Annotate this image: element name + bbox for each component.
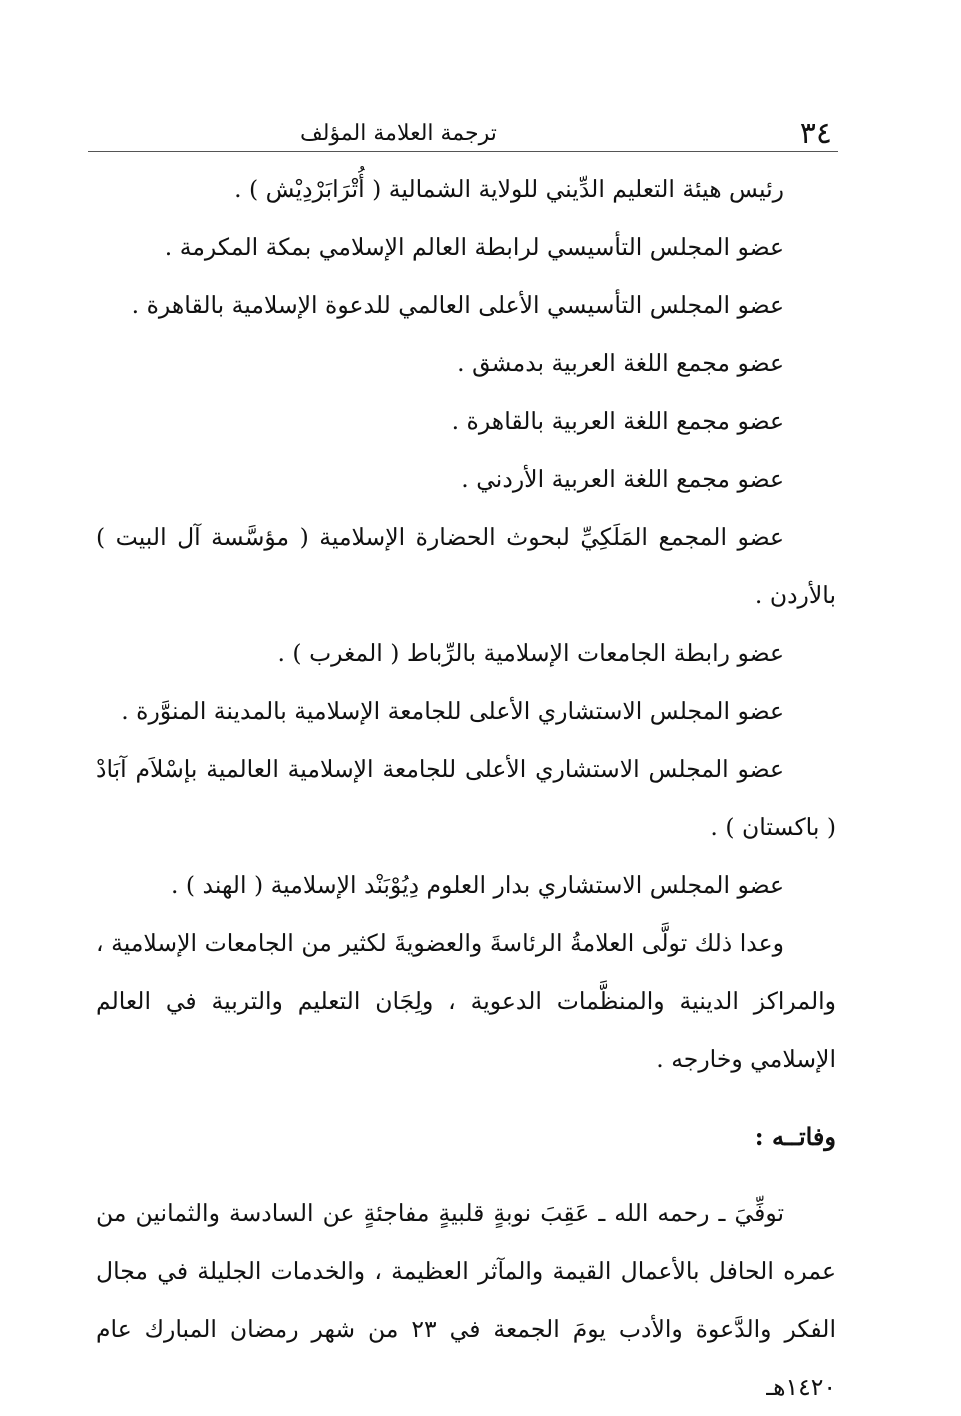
page-body [96,160,836,1416]
membership-item: عضو المجلس التأسيسي الأعلى العالمي للدعوة الإسلامية بالقاهرة . [131,291,784,319]
membership-item: رئيس هيئة التعليم الدِّيني للولاية الشمالية ( أُتْرَابَرْدِيْش ) . [234,175,784,203]
membership-item-wrapped: عضو المجمع المَلَكِيِّ لبحوث الحضارة الإسلامية ( مؤسَّسة آل البيت ) بالأردن . [96,523,836,609]
membership-item-wrapped: عضو المجلس الاستشاري الأعلى للجامعة الإسلامية العالمية بإسْلاَم آبَادْ ( باكستان ) . [96,755,836,841]
membership-item: عضو مجمع اللغة العربية الأردني . [461,465,784,493]
membership-item: عضو رابطة الجامعات الإسلامية بالرِّباط ( المغرب ) . [277,639,784,667]
membership-item: عضو المجلس التأسيسي لرابطة العالم الإسلامي بمكة المكرمة . [164,233,784,261]
summary-paragraph: وعدا ذلك تولَّى العلامةُ الرئاسةَ والعضويةَ لكثير من الجامعات الإسلامية ، والمراكز الدينية والمنظَّمات الدعوية ، ولِجَان التعليم والتربية في العالم الإسلامي وخارجه . [96,929,836,1073]
membership-item: عضو مجمع اللغة العربية بدمشق . [457,349,784,377]
section-heading: وفاتــه : [754,1122,836,1151]
membership-item: عضو المجلس الاستشاري الأعلى للجامعة الإسلامية بالمدينة المنوَّرة . [121,697,784,725]
death-paragraph: توفِّيَ ـ رحمه الله ـ عَقِبَ نوبةٍ قلبيةٍ مفاجئةٍ عن السادسة والثمانين من عمره الحافل بالأعمال القيمة والمآثر العظيمة ، والخدمات الجليلة في مجال الفكر والدَّعوة والأدب يومَ الجمعة في ٢٣ من شهر رمضان المبارك عام ١٤٢٠هـ [96,1199,836,1401]
running-title: ترجمة العلامة المؤلف [300,121,497,146]
page-number: ٣٤ [799,116,832,151]
page-header [88,96,838,152]
membership-item: عضو المجلس الاستشاري بدار العلوم دِيُوْبَنْد الإسلامية ( الهند ) . [170,871,784,899]
membership-item: عضو مجمع اللغة العربية بالقاهرة . [451,407,784,435]
